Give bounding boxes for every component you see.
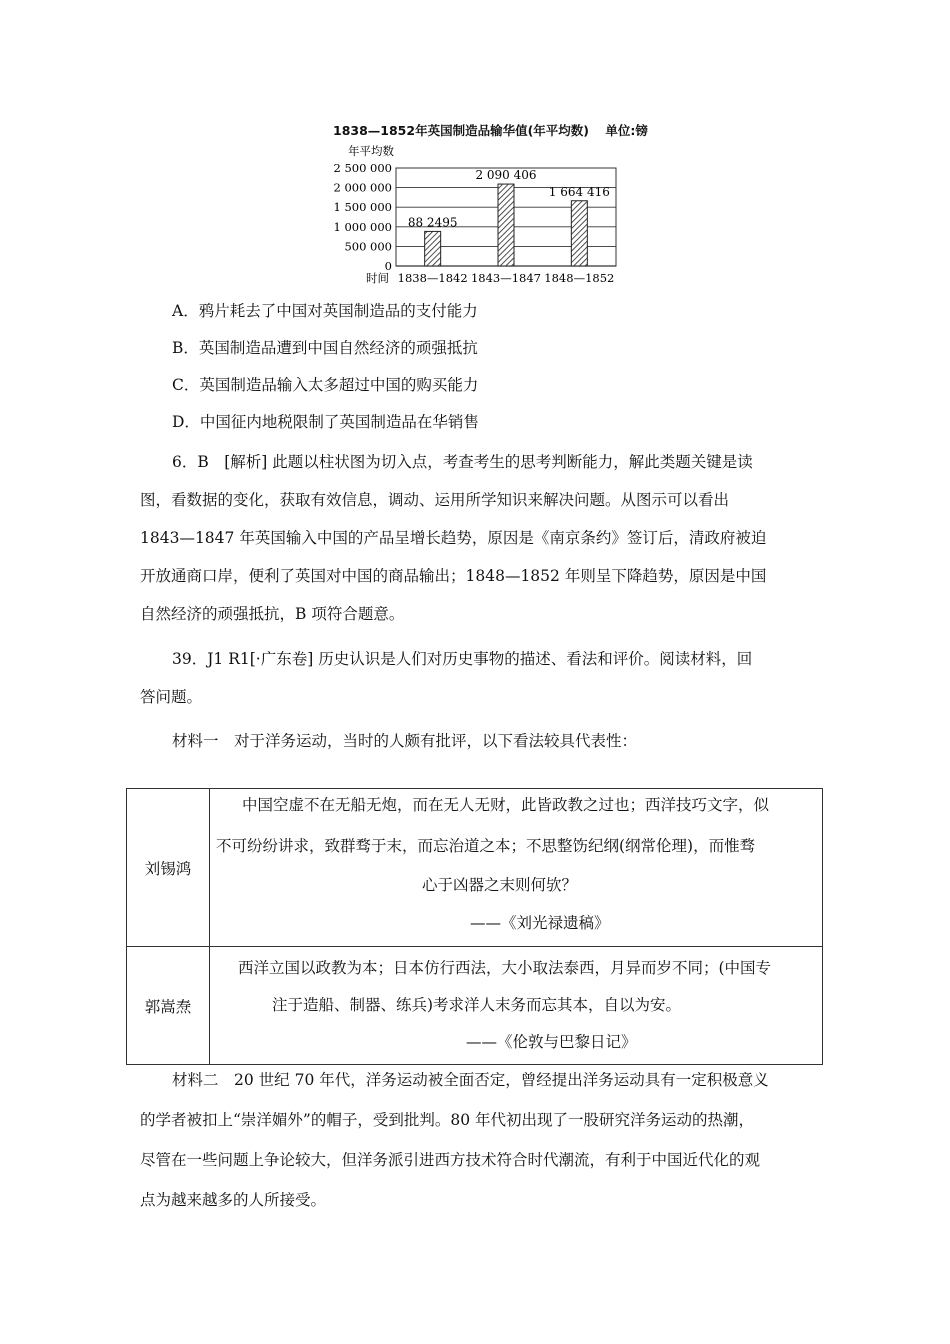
analysis-line-5: 自然经济的顽强抵抗，B 项符合题意。 xyxy=(140,605,405,623)
x-axis-label: 时间 xyxy=(366,271,389,285)
material-2-line-1: 材料二 20 世纪 70 年代，洋务运动被全面否定，曾经提出洋务运动具有一定积极意义 xyxy=(172,1071,769,1089)
x-tick-label: 1843—1847 xyxy=(470,271,542,285)
quote-2-line-2: 注于造船、制器、练兵)考求洋人末务而忘其本，自以为安。 xyxy=(272,996,682,1014)
quote-1-line-1: 中国空虚不在无船无炮，而在无人无财，此皆政教之过也；西洋技巧文字，似 xyxy=(242,796,770,814)
bar xyxy=(498,184,514,266)
bar xyxy=(425,231,441,266)
table-cell-name: 郭嵩焘 xyxy=(127,947,210,1065)
analysis-line-2: 图，看数据的变化，获取有效信息，调动、运用所学知识来解决问题。从图示可以看出 xyxy=(140,491,730,509)
material-2-line-4: 点为越来越多的人所接受。 xyxy=(140,1191,327,1209)
chart-unit-label: 单位:镑 xyxy=(605,123,648,138)
material-2-line-2: 的学者被扣上“崇洋媚外”的帽子，受到批判。80 年代初出现了一股研究洋务运动的热潮， xyxy=(140,1111,755,1129)
quote-1-line-3: 心于凶器之末则何欤？ xyxy=(422,876,578,894)
material-2-line-3: 尽管在一些问题上争论较大，但洋务派引进西方技术符合时代潮流，有利于中国近代化的观 xyxy=(140,1151,761,1169)
chart-title-text: 1838—1852年英国制造品输华值(年平均数) xyxy=(333,123,590,138)
chart-title xyxy=(333,121,648,139)
data-label: 88 2495 xyxy=(407,215,458,230)
bar xyxy=(571,201,587,266)
y-axis-label: 年平均数 xyxy=(348,144,394,158)
y-tick-label: 500 000 xyxy=(344,239,392,254)
option-d: D．中国征内地税限制了英国制造品在华销售 xyxy=(172,413,479,431)
analysis-line-4: 开放通商口岸，便利了英国对中国的商品输出；1848—1852 年则呈下降趋势，原因是中国 xyxy=(140,567,767,585)
analysis-line-3: 1843—1847 年英国输入中国的产品呈增长趋势，原因是《南京条约》签订后，清政府被迫 xyxy=(140,529,767,547)
y-tick-label: 1 500 000 xyxy=(333,200,392,215)
x-tick-label: 1848—1852 xyxy=(544,271,615,285)
y-tick-label: 1 000 000 xyxy=(333,219,392,234)
option-c: C．英国制造品输入太多超过中国的购买能力 xyxy=(172,376,479,394)
option-b: B．英国制造品遭到中国自然经济的顽强抵抗 xyxy=(172,339,478,357)
table-cell-name: 刘锡鸿 xyxy=(127,789,210,947)
data-label: 2 090 406 xyxy=(475,168,537,183)
quote-1-source: ——《刘光禄遗稿》 xyxy=(470,914,610,932)
analysis-line-1: 6．B [解析] 此题以柱状图为切入点，考查考生的思考判断能力，解此类题关键是读 xyxy=(172,453,753,471)
data-label: 1 664 416 xyxy=(548,184,610,199)
y-tick-label: 2 500 000 xyxy=(333,161,392,175)
bar-chart xyxy=(320,140,640,290)
material-1-intro: 材料一 对于洋务运动，当时的人颇有批评，以下看法较具代表性： xyxy=(172,732,638,750)
y-tick-label: 0 xyxy=(384,259,392,273)
quote-2-source: ——《伦敦与巴黎日记》 xyxy=(466,1033,637,1051)
quote-1-line-2: 不可纷纷讲求，致群骛于末，而忘治道之本；不思整饬纪纲(纲常伦理)，而惟骛 xyxy=(216,837,756,855)
option-a: A．鸦片耗去了中国对英国制造品的支付能力 xyxy=(172,302,478,320)
quote-2-line-1: 西洋立国以政教为本；日本仿行西法，大小取法泰西，月异而岁不同；(中国专 xyxy=(238,959,772,977)
x-tick-label: 1838—1842 xyxy=(397,271,468,285)
y-tick-label: 2 000 000 xyxy=(333,180,392,195)
question-39-line-2: 答问题。 xyxy=(140,688,203,706)
question-39-line-1: 39．J1 R1[·广东卷] 历史认识是人们对历史事物的描述、看法和评价。阅读材料，回 xyxy=(172,650,753,668)
